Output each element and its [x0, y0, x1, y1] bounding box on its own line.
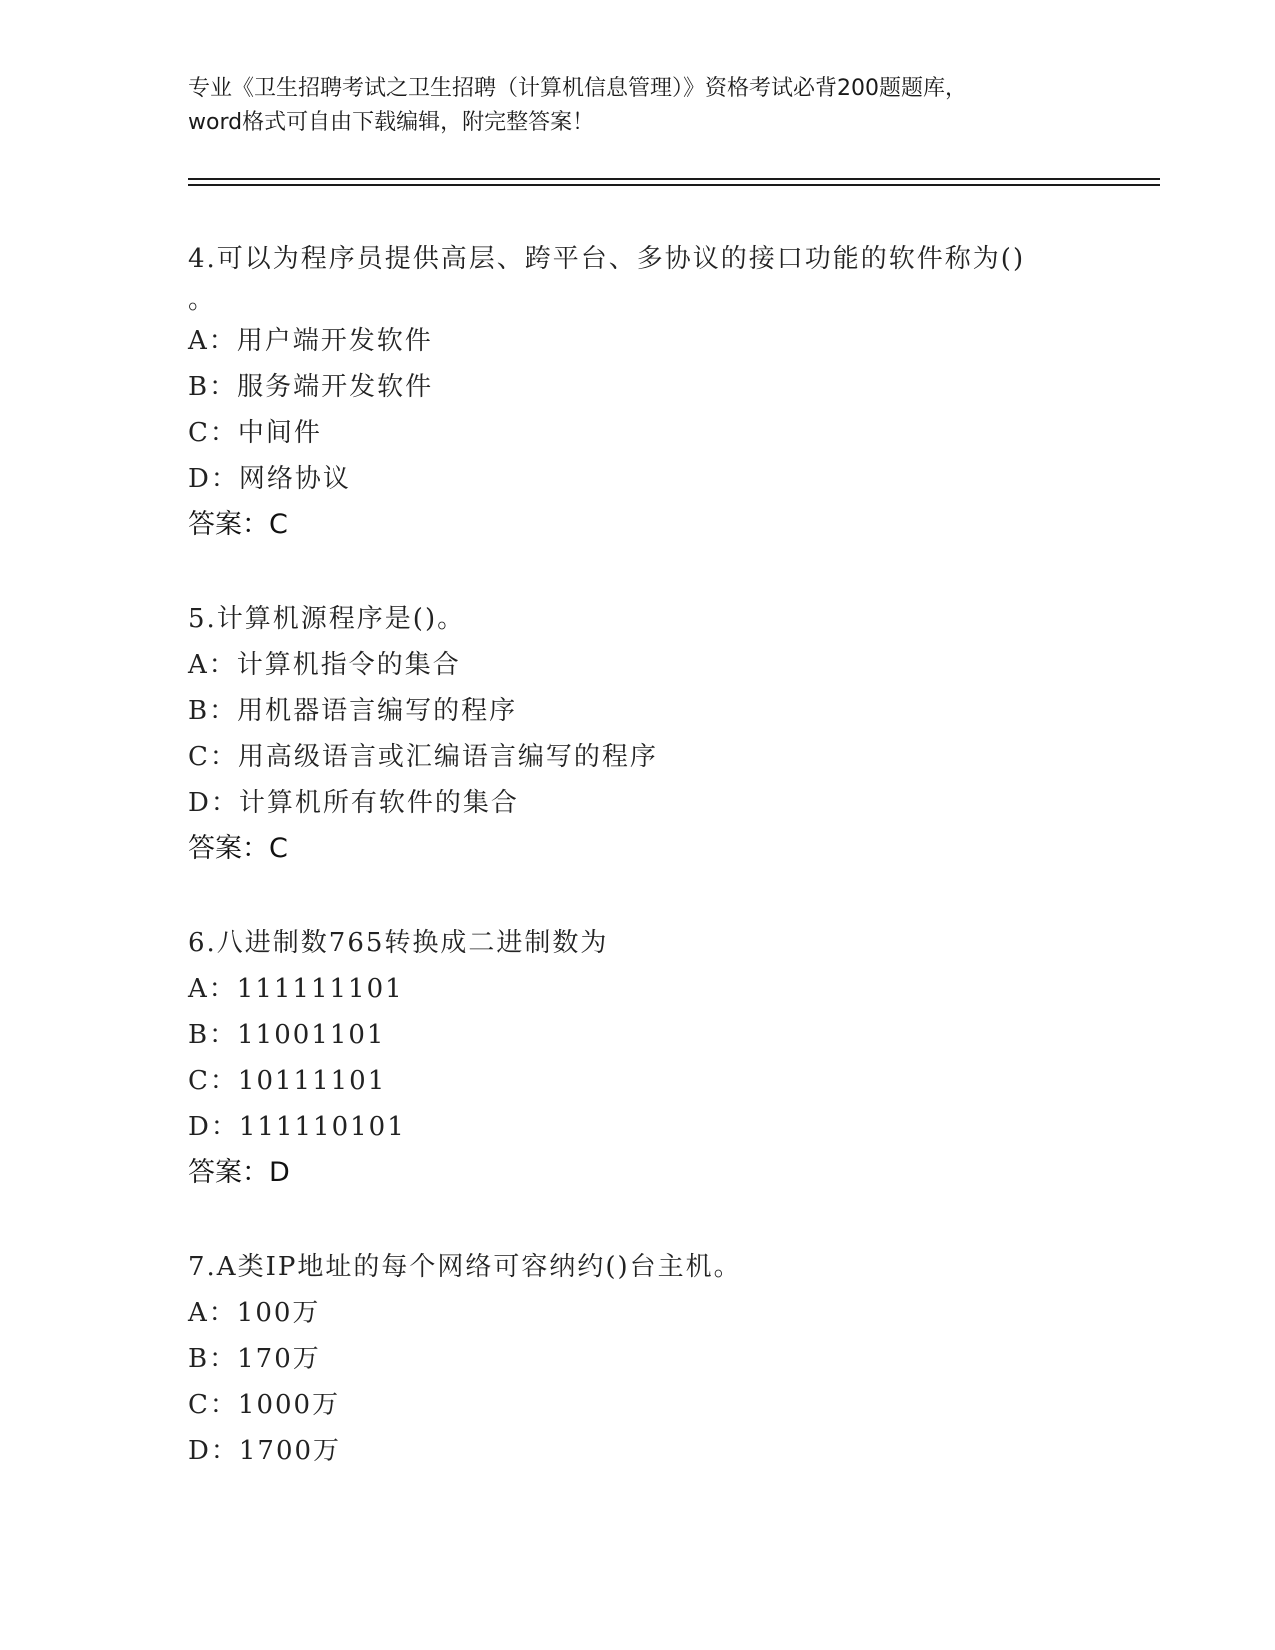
- option-key: D：: [188, 464, 239, 494]
- option-b: [188, 364, 1148, 410]
- option-text: 111110101: [238, 1112, 406, 1142]
- option-a: [188, 1290, 1148, 1336]
- option-d: [188, 456, 1148, 502]
- option-text: 网络协议: [238, 464, 351, 494]
- option-text: 11001101: [237, 1020, 386, 1050]
- question-7: [188, 1244, 1148, 1474]
- question-list: [188, 236, 1148, 1522]
- option-key: B：: [188, 696, 238, 726]
- option-d: [188, 1104, 1148, 1150]
- question-stem: 5.计算机源程序是()。: [188, 604, 466, 634]
- option-c: [188, 1382, 1148, 1428]
- option-b: [188, 688, 1148, 734]
- option-d: [188, 780, 1148, 826]
- option-key: C：: [188, 742, 238, 772]
- option-key: A：: [188, 974, 237, 1004]
- option-key: B：: [188, 1344, 238, 1374]
- header-divider-bottom: [188, 184, 1160, 186]
- option-c: [188, 734, 1148, 780]
- option-key: A：: [188, 326, 237, 356]
- question-stem: 4.可以为程序员提供高层、跨平台、多协议的接口功能的软件称为(): [188, 244, 1026, 274]
- header-title-line-1: 专业《卫生招聘考试之卫生招聘（计算机信息管理）》资格考试必背200题题库，: [188, 76, 967, 101]
- option-key: A：: [188, 650, 237, 680]
- question-5: [188, 596, 1148, 872]
- option-key: C：: [188, 1390, 238, 1420]
- option-key: B：: [188, 1020, 238, 1050]
- option-key: D：: [188, 1112, 239, 1142]
- option-c: [188, 410, 1148, 456]
- option-key: B：: [188, 372, 238, 402]
- option-text: 170万: [237, 1344, 321, 1374]
- option-a: [188, 642, 1148, 688]
- option-d: [188, 1428, 1148, 1474]
- option-a: [188, 318, 1148, 364]
- answer-line: 答案：C: [188, 509, 288, 540]
- option-key: D：: [188, 788, 239, 818]
- option-key: C：: [188, 1066, 238, 1096]
- option-c: [188, 1058, 1148, 1104]
- option-text: 用高级语言或汇编语言编写的程序: [237, 742, 658, 772]
- option-text: 用机器语言编写的程序: [237, 696, 518, 726]
- option-text: 1700万: [238, 1436, 342, 1466]
- option-text: 服务端开发软件: [237, 372, 434, 402]
- option-text: 用户端开发软件: [236, 326, 433, 356]
- question-6: [188, 920, 1148, 1196]
- option-text: 100万: [236, 1298, 321, 1328]
- option-a: [188, 966, 1148, 1012]
- answer-line: 答案：C: [188, 833, 288, 864]
- header-divider-top: [188, 178, 1160, 180]
- question-stem-continuation: 。: [188, 285, 215, 315]
- option-text: 计算机指令的集合: [236, 650, 461, 680]
- option-b: [188, 1336, 1148, 1382]
- option-text: 计算机所有软件的集合: [238, 788, 519, 818]
- question-stem: 7.A类IP地址的每个网络可容纳约()台主机。: [188, 1252, 742, 1282]
- option-key: D：: [188, 1436, 239, 1466]
- option-key: A：: [188, 1298, 237, 1328]
- option-key: C：: [188, 418, 238, 448]
- document-header: [188, 72, 1088, 140]
- header-title-line-2: word格式可自由下载编辑，附完整答案！: [188, 110, 595, 135]
- answer-line: 答案：D: [188, 1157, 290, 1188]
- option-b: [188, 1012, 1148, 1058]
- option-text: 111111101: [236, 974, 404, 1004]
- question-4: [188, 236, 1148, 548]
- question-stem: 6.八进制数765转换成二进制数为: [188, 928, 609, 958]
- option-text: 10111101: [237, 1066, 387, 1096]
- option-text: 中间件: [237, 418, 322, 448]
- option-text: 1000万: [237, 1390, 341, 1420]
